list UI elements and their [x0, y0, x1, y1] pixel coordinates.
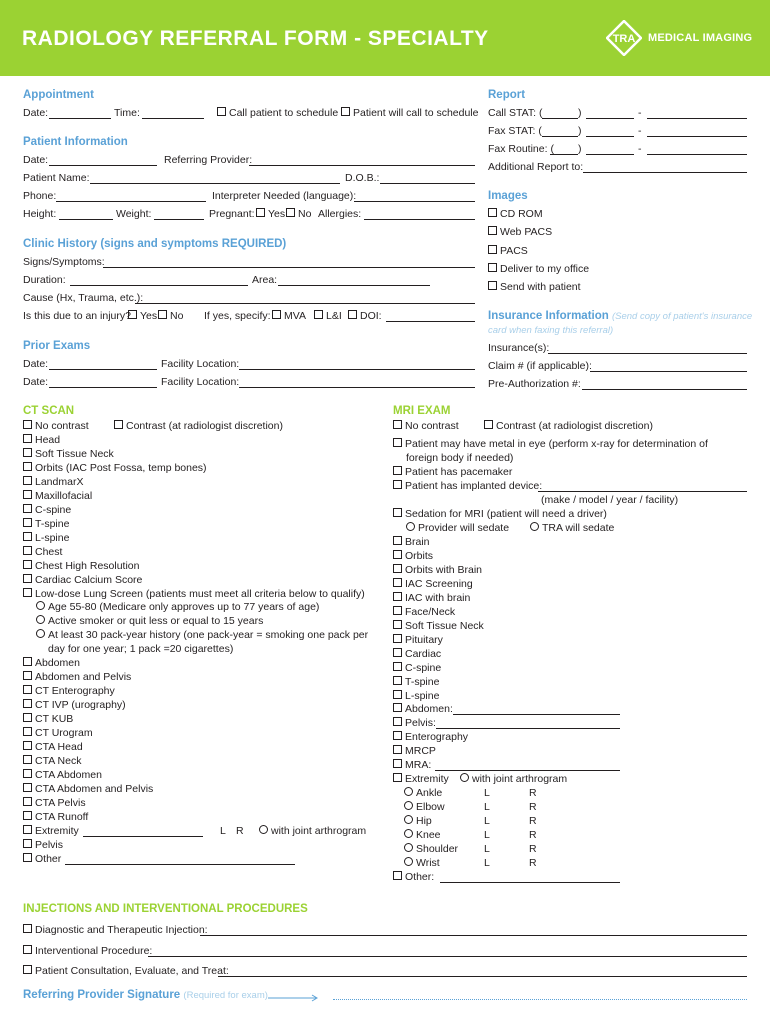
mri-joint-option[interactable]: Ankle — [404, 787, 442, 799]
mri-make-note: (make / model / year / facility) — [541, 494, 679, 506]
patient-will-call-option[interactable]: Patient will call to schedule — [341, 107, 478, 119]
ct-option[interactable]: L-spine — [23, 532, 69, 544]
radio[interactable] — [404, 829, 413, 838]
ct-option[interactable]: Low-dose Lung Screen (patients must meet all criteria below to qualify) — [23, 588, 365, 600]
checkbox[interactable] — [23, 588, 32, 597]
mri-pelvis-field[interactable] — [436, 728, 620, 729]
mri-option[interactable]: Cardiac — [393, 648, 441, 660]
images-heading: Images — [488, 190, 528, 202]
checkbox[interactable] — [488, 245, 497, 254]
pregnant-label: Pregnant: — [209, 208, 255, 220]
radio[interactable] — [404, 815, 413, 824]
consultation[interactable]: Patient Consultation, Evaluate, and Treat: — [23, 965, 229, 977]
dob-label: D.O.B.: — [345, 172, 380, 184]
insurance-note-2: card when faxing this referral) — [488, 325, 614, 336]
image-option[interactable]: Web PACS — [488, 226, 552, 238]
ct-extremity[interactable]: Extremity — [23, 825, 79, 837]
checkbox[interactable] — [23, 574, 32, 583]
ct-criteria-packyear[interactable]: At least 30 pack-year history (one pack-year = smoking one pack per — [36, 629, 368, 641]
mri-option[interactable]: IAC Screening — [393, 578, 473, 590]
ct-pelvis[interactable]: Pelvis — [23, 839, 63, 851]
paren-close: ) — [578, 107, 582, 119]
checkbox[interactable] — [23, 755, 32, 764]
checkbox[interactable] — [488, 281, 497, 290]
duration-label: Duration: — [23, 274, 66, 286]
fax-routine-line[interactable] — [647, 154, 747, 155]
checkbox[interactable] — [23, 560, 32, 569]
weight-label: Weight: — [116, 208, 152, 220]
checkbox[interactable] — [393, 550, 402, 559]
appt-date-label: Date: — [23, 107, 49, 119]
checkbox[interactable] — [23, 476, 32, 485]
ct-option[interactable]: CT IVP (urography) — [23, 699, 126, 711]
brand-name: MEDICAL IMAGING — [648, 32, 753, 44]
mri-joint-side-r[interactable]: R — [529, 857, 537, 869]
appt-time-field[interactable] — [142, 118, 204, 119]
signature-note: (Required for exam) — [183, 990, 268, 1001]
arrow-right-icon — [268, 994, 320, 1002]
checkbox[interactable] — [23, 504, 32, 513]
ct-criteria-smoker[interactable]: Active smoker or quit less or equal to 15 years — [36, 615, 263, 627]
mri-arthrogram[interactable]: with joint arthrogram — [460, 773, 567, 785]
checkbox[interactable] — [23, 448, 32, 457]
checkbox[interactable] — [23, 657, 32, 666]
claim-label: Claim # (if applicable): — [488, 360, 592, 372]
ct-extremity-r[interactable]: R — [236, 825, 244, 837]
ct-option[interactable]: Maxillofacial — [23, 490, 92, 502]
phone-label: Phone: — [23, 190, 57, 202]
mri-mrcp[interactable]: MRCP — [393, 745, 436, 757]
page-title: RADIOLOGY REFERRAL FORM - SPECIALTY — [22, 27, 489, 50]
insurance-field[interactable] — [548, 353, 747, 354]
checkbox[interactable] — [393, 466, 402, 475]
checkbox[interactable] — [23, 546, 32, 555]
dash: - — [638, 107, 642, 119]
referring-field[interactable] — [249, 165, 475, 166]
image-option[interactable]: Send with patient — [488, 281, 581, 293]
mri-joint-side-l[interactable]: L — [484, 787, 490, 799]
interpreter-label: Interpreter Needed (language): — [212, 190, 357, 202]
diag-injection[interactable]: Diagnostic and Therapeutic Injection: — [23, 924, 208, 936]
consultation-field[interactable] — [218, 976, 747, 977]
ct-heading: CT SCAN — [23, 405, 75, 417]
fax-routine-area[interactable] — [550, 154, 578, 155]
checkbox[interactable] — [23, 741, 32, 750]
checkbox[interactable] — [23, 945, 32, 954]
checkbox[interactable] — [128, 310, 137, 319]
interventional[interactable]: Interventional Procedure: — [23, 945, 152, 957]
additional-report-field[interactable] — [583, 172, 747, 173]
ct-option[interactable]: CTA Head — [23, 741, 83, 753]
radio[interactable] — [404, 801, 413, 810]
ct-option[interactable]: Cardiac Calcium Score — [23, 574, 142, 586]
image-option[interactable]: CD ROM — [488, 208, 543, 220]
facility-field[interactable] — [239, 369, 475, 370]
doi-field[interactable] — [386, 321, 475, 322]
insurance-label: Insurance(s): — [488, 342, 550, 354]
checkbox[interactable] — [393, 773, 402, 782]
radio[interactable] — [530, 522, 539, 531]
radio[interactable] — [36, 601, 45, 610]
insurance-note: (Send copy of patient's insurance — [611, 311, 753, 322]
fax-stat-line[interactable] — [647, 136, 747, 137]
mri-joint-side-l[interactable]: L — [484, 801, 490, 813]
call-stat-area[interactable] — [542, 118, 578, 119]
mri-option[interactable]: Face/Neck — [393, 606, 455, 618]
checkbox[interactable] — [393, 703, 402, 712]
ct-option[interactable]: Head — [23, 434, 60, 446]
mri-other-field[interactable] — [440, 882, 620, 883]
checkbox[interactable] — [23, 797, 32, 806]
clinic-history-heading: Clinic History (signs and symptoms REQUIRED) — [23, 238, 287, 250]
ct-contrast[interactable]: Contrast (at radiologist discretion) — [114, 420, 283, 432]
referring-label: Referring Provider: — [164, 154, 253, 166]
checkbox[interactable] — [23, 965, 32, 974]
mri-joint-option[interactable]: Elbow — [404, 801, 445, 813]
mri-joint-side-r[interactable]: R — [529, 843, 537, 855]
signs-label: Signs/Symptoms: — [23, 256, 105, 268]
checkbox[interactable] — [23, 853, 32, 862]
injections-heading: INJECTIONS AND INTERVENTIONAL PROCEDURES — [23, 903, 308, 915]
call-stat-prefix[interactable] — [586, 118, 634, 119]
interventional-field[interactable] — [148, 956, 747, 957]
area-label: Area: — [252, 274, 278, 286]
mri-mra[interactable]: MRA: — [393, 759, 431, 771]
mri-tra-sedate[interactable]: TRA will sedate — [530, 522, 614, 534]
injury-yes[interactable]: Yes — [128, 310, 157, 322]
patient-name-field[interactable] — [90, 183, 340, 184]
mri-abdomen-field[interactable] — [453, 714, 620, 715]
checkbox[interactable] — [23, 490, 32, 499]
mri-option[interactable]: IAC with brain — [393, 592, 470, 604]
ct-option[interactable]: LandmarX — [23, 476, 83, 488]
checkbox[interactable] — [393, 759, 402, 768]
mri-provider-sedate[interactable]: Provider will sedate — [406, 522, 509, 534]
checkbox[interactable] — [393, 871, 402, 880]
mri-joint-option[interactable]: Hip — [404, 815, 432, 827]
additional-report-label: Additional Report to: — [488, 161, 584, 173]
insurance-heading: Insurance Information (Send copy of patient's insurance — [488, 310, 753, 322]
ct-option[interactable]: CTA Abdomen — [23, 769, 102, 781]
phone-field[interactable] — [56, 201, 206, 202]
height-field[interactable] — [59, 219, 113, 220]
mri-joint-side-r[interactable]: R — [529, 787, 537, 799]
checkbox[interactable] — [23, 420, 32, 429]
checkbox[interactable] — [393, 578, 402, 587]
signature-field[interactable] — [333, 999, 747, 1000]
checkbox[interactable] — [314, 310, 323, 319]
radio[interactable] — [259, 825, 268, 834]
patient-info-heading: Patient Information — [23, 136, 128, 148]
checkbox[interactable] — [393, 592, 402, 601]
dash: - — [638, 143, 642, 155]
prior-date-field-2[interactable] — [49, 387, 157, 388]
mri-sedation[interactable]: Sedation for MRI (patient will need a driver) — [393, 508, 607, 520]
checkbox[interactable] — [23, 518, 32, 527]
weight-field[interactable] — [154, 219, 204, 220]
radio[interactable] — [36, 615, 45, 624]
mri-other[interactable]: Other: — [393, 871, 434, 883]
checkbox[interactable] — [23, 924, 32, 933]
checkbox[interactable] — [393, 420, 402, 429]
patient-date-label: Date: — [23, 154, 49, 166]
interpreter-field[interactable] — [354, 201, 475, 202]
ct-no-contrast[interactable]: No contrast — [23, 420, 89, 432]
if-yes-label: If yes, specify: — [204, 310, 271, 322]
radio[interactable] — [406, 522, 415, 531]
radio[interactable] — [36, 629, 45, 638]
mri-joint-side-l[interactable]: L — [484, 815, 490, 827]
call-stat-label: Call STAT: ( — [488, 107, 543, 119]
prior-date-label-2: Date: — [23, 376, 49, 388]
checkbox[interactable] — [23, 434, 32, 443]
ct-option[interactable]: Soft Tissue Neck — [23, 448, 114, 460]
preauth-label: Pre-Authorization #: — [488, 378, 581, 390]
ct-option[interactable]: Chest — [23, 546, 62, 558]
checkbox[interactable] — [393, 620, 402, 629]
ct-option[interactable]: CTA Runoff — [23, 811, 88, 823]
image-option[interactable]: PACS — [488, 245, 528, 257]
preauth-field[interactable] — [582, 389, 747, 390]
mri-joint-option[interactable]: Knee — [404, 829, 441, 841]
checkbox[interactable] — [393, 606, 402, 615]
li-option[interactable]: L&I — [314, 310, 342, 322]
fax-routine-label: Fax Routine: ( — [488, 143, 554, 155]
checkbox[interactable] — [23, 671, 32, 680]
injury-no[interactable]: No — [158, 310, 183, 322]
mri-joint-side-l[interactable]: L — [484, 843, 490, 855]
checkbox[interactable] — [217, 107, 226, 116]
mri-joint-side-l[interactable]: L — [484, 857, 490, 869]
signs-field[interactable] — [103, 267, 475, 268]
checkbox[interactable] — [23, 825, 32, 834]
checkbox[interactable] — [23, 769, 32, 778]
ct-option[interactable]: Chest High Resolution — [23, 560, 139, 572]
radio[interactable] — [460, 773, 469, 782]
fax-stat-prefix[interactable] — [586, 136, 634, 137]
facility-label: Facility Location: — [161, 358, 240, 370]
appt-time-label: Time: — [114, 107, 140, 119]
ct-other-field[interactable] — [65, 864, 295, 865]
ct-criteria-age[interactable]: Age 55-80 (Medicare only approves up to 77 years of age) — [36, 601, 319, 613]
checkbox[interactable] — [23, 685, 32, 694]
paren-close: ) — [578, 143, 582, 155]
call-stat-line[interactable] — [647, 118, 747, 119]
ct-option[interactable]: CT KUB — [23, 713, 73, 725]
ct-option[interactable]: CTA Abdomen and Pelvis — [23, 783, 153, 795]
checkbox[interactable] — [256, 208, 265, 217]
height-label: Height: — [23, 208, 57, 220]
ct-option[interactable]: CT Urogram — [23, 727, 93, 739]
mri-option[interactable]: C-spine — [393, 662, 441, 674]
prior-date-field[interactable] — [49, 369, 157, 370]
area-field[interactable] — [278, 285, 430, 286]
appointment-heading: Appointment — [23, 89, 94, 101]
appt-date-field[interactable] — [49, 118, 111, 119]
mri-pacemaker[interactable]: Patient has pacemaker — [393, 466, 512, 478]
allergies-field[interactable] — [364, 219, 475, 220]
image-option[interactable]: Deliver to my office — [488, 263, 589, 275]
mri-extremity[interactable]: Extremity — [393, 773, 449, 785]
tra-logo-icon — [606, 20, 642, 56]
checkbox[interactable] — [23, 462, 32, 471]
prior-date-label: Date: — [23, 358, 49, 370]
checkbox[interactable] — [23, 532, 32, 541]
mri-metal-cont: foreign body if needed) — [406, 452, 514, 464]
ct-option[interactable]: CT Enterography — [23, 685, 115, 697]
radio[interactable] — [404, 787, 413, 796]
checkbox[interactable] — [23, 713, 32, 722]
mri-joint-option[interactable]: Shoulder — [404, 843, 458, 855]
doi-option[interactable]: DOI: — [348, 310, 382, 322]
ct-option[interactable]: Orbits (IAC Post Fossa, temp bones) — [23, 462, 207, 474]
ct-extremity-l[interactable]: L — [220, 825, 226, 837]
facility-label-2: Facility Location: — [161, 376, 240, 388]
mri-joint-side-r[interactable]: R — [529, 829, 537, 841]
pregnant-yes[interactable]: Yes — [256, 208, 285, 220]
ct-option[interactable]: C-spine — [23, 504, 71, 516]
checkbox[interactable] — [488, 208, 497, 217]
radio[interactable] — [404, 843, 413, 852]
mri-pelvis[interactable]: Pelvis: — [393, 717, 436, 729]
mri-option[interactable]: T-spine — [393, 676, 439, 688]
checkbox[interactable] — [484, 420, 493, 429]
ct-option[interactable]: CTA Neck — [23, 755, 81, 767]
mri-abdomen[interactable]: Abdomen: — [393, 703, 453, 715]
checkbox[interactable] — [393, 634, 402, 643]
checkbox[interactable] — [348, 310, 357, 319]
checkbox[interactable] — [393, 731, 402, 740]
mri-no-contrast[interactable]: No contrast — [393, 420, 459, 432]
checkbox[interactable] — [114, 420, 123, 429]
mri-option[interactable]: L-spine — [393, 690, 439, 702]
checkbox[interactable] — [23, 811, 32, 820]
ct-option[interactable]: T-spine — [23, 518, 69, 530]
claim-field[interactable] — [590, 371, 747, 372]
checkbox[interactable] — [393, 564, 402, 573]
checkbox[interactable] — [393, 480, 402, 489]
fax-routine-prefix[interactable] — [586, 154, 634, 155]
paren-close: ) — [578, 125, 582, 137]
mri-contrast[interactable]: Contrast (at radiologist discretion) — [484, 420, 653, 432]
checkbox[interactable] — [393, 648, 402, 657]
mri-joint-option[interactable]: Wrist — [404, 857, 440, 869]
mri-implanted[interactable]: Patient has implanted device: — [393, 480, 542, 492]
logo-text: TRA — [612, 33, 636, 45]
mri-implanted-field[interactable] — [538, 491, 747, 492]
prior-exams-heading: Prior Exams — [23, 340, 91, 352]
mri-enterography[interactable]: Enterography — [393, 731, 468, 743]
checkbox[interactable] — [393, 536, 402, 545]
duration-field[interactable] — [70, 285, 248, 286]
patient-name-label: Patient Name: — [23, 172, 90, 184]
checkbox[interactable] — [393, 676, 402, 685]
checkbox[interactable] — [393, 690, 402, 699]
mri-heading: MRI EXAM — [393, 405, 451, 417]
signature-label: Referring Provider Signature (Required for exam) — [23, 989, 268, 1001]
ct-criteria-packyear-cont: day for one year; 1 pack =20 cigarettes) — [48, 643, 234, 655]
dash: - — [638, 125, 642, 137]
mri-option[interactable]: Pituitary — [393, 634, 443, 646]
ct-extremity-field[interactable] — [83, 836, 203, 837]
checkbox[interactable] — [488, 263, 497, 272]
checkbox[interactable] — [23, 839, 32, 848]
mri-mra-field[interactable] — [435, 770, 620, 771]
mri-option[interactable]: Soft Tissue Neck — [393, 620, 484, 632]
cause-field[interactable] — [135, 303, 475, 304]
diag-injection-field[interactable] — [200, 935, 747, 936]
mri-joint-side-l[interactable]: L — [484, 829, 490, 841]
ct-arthrogram[interactable]: with joint arthrogram — [259, 825, 366, 837]
report-heading: Report — [488, 89, 526, 101]
checkbox[interactable] — [393, 717, 402, 726]
dob-field[interactable] — [380, 183, 475, 184]
ct-option[interactable]: CTA Pelvis — [23, 797, 86, 809]
checkbox[interactable] — [393, 508, 402, 517]
mri-option[interactable]: Brain — [393, 536, 430, 548]
ct-option[interactable]: Abdomen and Pelvis — [23, 671, 131, 683]
call-patient-option[interactable]: Call patient to schedule — [217, 107, 338, 119]
allergies-label: Allergies: — [318, 208, 362, 220]
mri-joint-side-r[interactable]: R — [529, 801, 537, 813]
checkbox[interactable] — [341, 107, 350, 116]
checkbox[interactable] — [393, 438, 402, 447]
cause-label: Cause (Hx, Trauma, etc.): — [23, 292, 144, 304]
mri-joint-side-r[interactable]: R — [529, 815, 537, 827]
checkbox[interactable] — [158, 310, 167, 319]
checkbox[interactable] — [23, 699, 32, 708]
ct-option[interactable]: Abdomen — [23, 657, 80, 669]
injury-label: Is this due to an injury? — [23, 310, 131, 322]
checkbox[interactable] — [23, 783, 32, 792]
facility-field-2[interactable] — [239, 387, 475, 388]
checkbox[interactable] — [393, 745, 402, 754]
checkbox[interactable] — [393, 662, 402, 671]
patient-date-field[interactable] — [49, 165, 157, 166]
fax-stat-label: Fax STAT: ( — [488, 125, 542, 137]
radio[interactable] — [404, 857, 413, 866]
checkbox[interactable] — [23, 727, 32, 736]
mva-option[interactable]: MVA — [272, 310, 306, 322]
checkbox[interactable] — [286, 208, 295, 217]
fax-stat-area[interactable] — [542, 136, 578, 137]
mri-option[interactable]: Orbits — [393, 550, 433, 562]
mri-metal[interactable]: Patient may have metal in eye (perform x-ray for determination of — [393, 438, 708, 450]
mri-option[interactable]: Orbits with Brain — [393, 564, 482, 576]
checkbox[interactable] — [488, 226, 497, 235]
ct-other[interactable]: Other — [23, 853, 61, 865]
checkbox[interactable] — [272, 310, 281, 319]
pregnant-no[interactable]: No — [286, 208, 311, 220]
